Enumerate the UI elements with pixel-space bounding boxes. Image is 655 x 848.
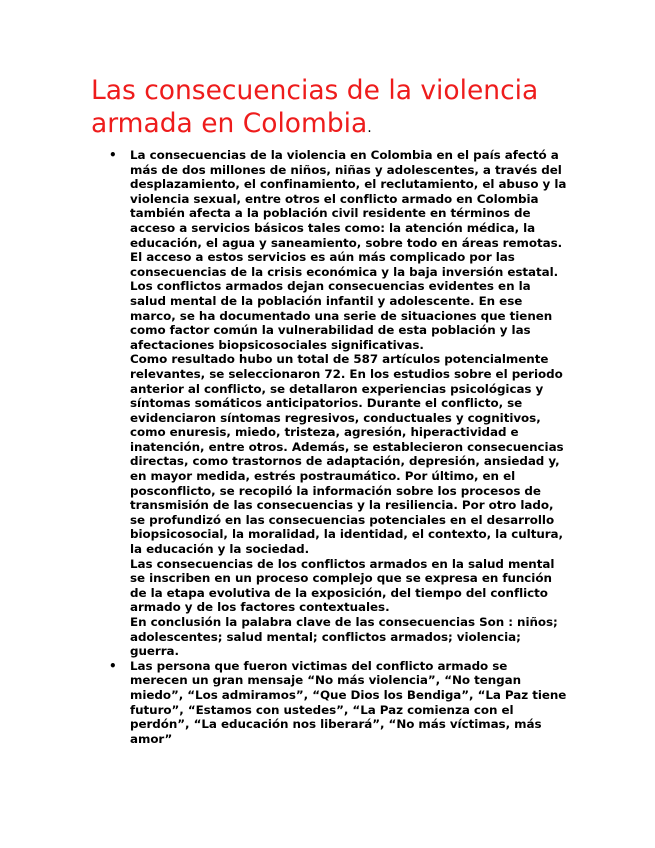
- paragraph-intro: La consecuencias de la violencia en Colombia en el país afectó a más de dos millones de niños, niñas y adolescentes, a través del desplazamiento, el confinamiento, el reclutamiento, el abuso y la violencia sexual, entre otros el conflicto armado en Colombia también afecta a la población civil residente en términos de acceso a servicios básicos tales como: la atención médica, la educación, el agua y saneamiento, sobre todo en áreas remotas. El acceso a estos servicios es aún más complicado por las consecuencias de la crisis económica y la baja inversión estatal.: [130, 148, 567, 279]
- bullet-item-consequences: [109, 148, 567, 659]
- bullet-dot-icon: •: [109, 658, 117, 673]
- bullet-item-message: [109, 659, 567, 747]
- page-title: [91, 74, 571, 145]
- bullet-list: [109, 148, 567, 746]
- paragraph-results: Como resultado hubo un total de 587 artículos potencialmente relevantes, se seleccionaron 72. En los estudios sobre el periodo anterior al conflicto, se detallaron experiencias psicológicas y síntomas somáticos anticipatorios. Durante el conflicto, se evidenciaron síntomas regresivos, conductuales y cognitivos, como enuresis, miedo, tristeza, agresión, hiperactividad e inatención, entre otros. Además, se establecieron consecuencias directas, como trastornos de adaptación, depresión, ansiedad y, en mayor medida, estrés postraumático. Por último, en el posconflicto, se recopiló la información sobre los procesos de transmisión de las consecuencias y la resiliencia. Por otro lado, se profundizó en las consecuencias potenciales en el desarrollo biopsicosocial, la moralidad, la identidad, el contexto, la cultura, la educación y la sociedad.: [130, 352, 564, 557]
- bullet-dot-icon: •: [109, 148, 117, 162]
- page-title-text: Las consecuencias de la violencia armada en Colombia: [91, 75, 539, 139]
- paragraph-conclusion: En conclusión la palabra clave de las consecuencias Son : niños; adolescentes; salud mental; conflictos armados; violencia; guerra.: [130, 615, 558, 659]
- title-trailing-dot: .: [367, 120, 372, 136]
- paragraph-mental-health: Los conflictos armados dejan consecuencias evidentes en la salud mental de la población infantil y adolescente. En ese marco, se ha documentado una serie de situaciones que tienen como factor común la vulnerabilidad de esta población y las afectaciones biopsicosociales significativas.: [130, 279, 553, 352]
- paragraph-process: Las consecuencias de los conflictos armados en la salud mental se inscriben en un proceso complejo que se expresa en función de la etapa evolutiva de la exposición, del tiempo del conflicto armado y de los factores contextuales.: [130, 556, 555, 615]
- paragraph-message: Las persona que fueron victimas del conflicto armado se merecen un gran mensaje “No más violencia”, “No tengan miedo”, “Los admiramos”, “Que Dios los Bendiga”, “La Paz tiene futuro”, “Estamos con ustedes”, “La Paz comienza con el perdón”, “La educación nos liberará”, “No más víctimas, más amor”: [130, 658, 567, 746]
